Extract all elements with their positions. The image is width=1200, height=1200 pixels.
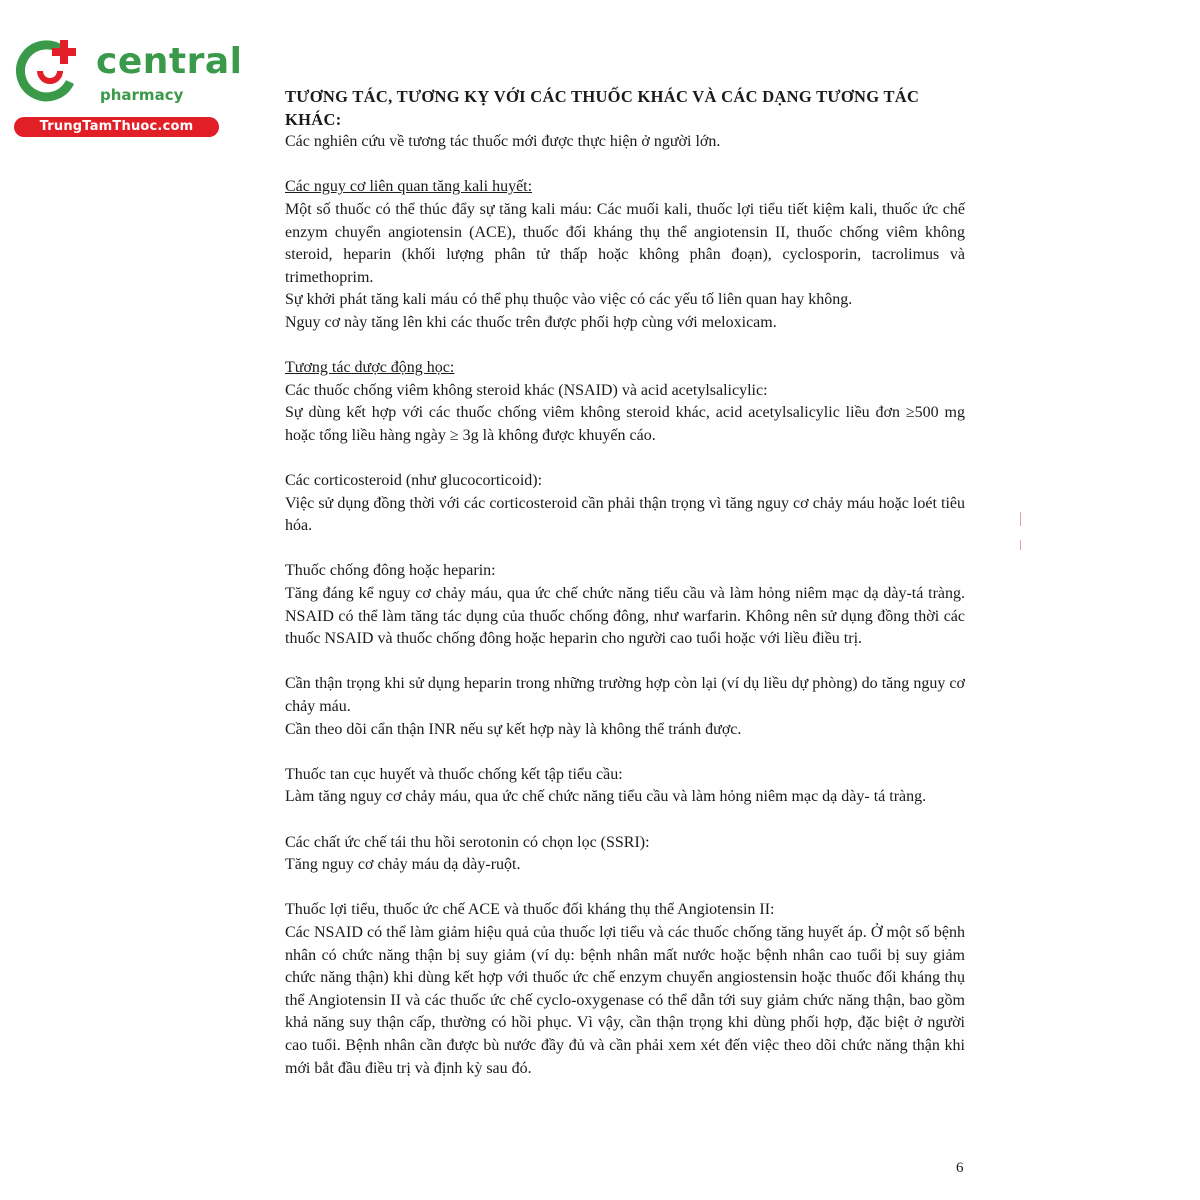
- nsaid-title: Các thuốc chống viêm không steroid khác (NSAID) và acid acetylsalicylic:: [285, 381, 768, 399]
- corticosteroid-title: Các corticosteroid (như glucocorticoid):: [285, 472, 543, 490]
- thrombolytic-title: Thuốc tan cục huyết và thuốc chống kết tập tiểu cầu:: [285, 765, 623, 783]
- section-heading: TƯƠNG TÁC, TƯƠNG KỴ VỚI CÁC THUỐC KHÁC VÀ CÁC DẠNG TƯƠNG TÁC KHÁC:: [285, 87, 920, 129]
- margin-mark: [1020, 512, 1021, 526]
- heparin-text-1: Cần thận trọng khi sử dụng heparin trong những trường hợp còn lại (ví dụ liều dự phòng) do tăng nguy cơ chảy máu.: [285, 675, 965, 716]
- corticosteroid-text: Việc sử dụng đồng thời với các corticosteroid cần phải thận trọng vì tăng nguy cơ chảy máu hoặc loét tiêu hóa.: [285, 494, 965, 535]
- logo-subtitle: pharmacy: [100, 86, 184, 104]
- margin-mark: [1020, 540, 1021, 550]
- document-body: [285, 86, 965, 1080]
- heparin-text-2: Cần theo dõi cẩn thận INR nếu sự kết hợp này là không thể tránh được.: [285, 720, 742, 738]
- ssri-title: Các chất ức chế tái thu hồi serotonin có chọn lọc (SSRI):: [285, 833, 650, 851]
- logo-mark-icon: [10, 36, 90, 106]
- anticoagulant-title: Thuốc chống đông hoặc heparin:: [285, 562, 496, 580]
- intro-text: Các nghiên cứu về tương tác thuốc mới được thực hiện ở người lớn.: [285, 133, 721, 151]
- logo-name: central: [96, 41, 243, 82]
- anticoagulant-text: Tăng đáng kể nguy cơ chảy máu, qua ức chế chức năng tiểu cầu và làm hỏng niêm mạc dạ dày-tá tràng. NSAID có thể làm tăng tác dụng của thuốc chống đông, như warfarin. Không nên sử dụng đồng thời các thuốc NSAID và thuốc chống đông hoặc heparin cho người cao tuổi hoặc với liều điều trị.: [285, 585, 965, 648]
- hyperkalemia-paragraph-1: Một số thuốc có thể thúc đẩy sự tăng kali máu: Các muối kali, thuốc lợi tiểu tiết kiệm kali, thuốc ức chế enzym chuyển angiotensin (ACE), thuốc đối kháng thụ thể angiotensin II, thuốc chống viêm không steroid, heparin (khối lượng phân tử thấp hoặc không phân đoạn), cyclosporin, tacrolimus và trimethoprim.: [285, 200, 965, 286]
- page-number: 6: [956, 1160, 964, 1176]
- thrombolytic-text: Làm tăng nguy cơ chảy máu, qua ức chế chức năng tiểu cầu và làm hỏng niêm mạc dạ dày- tá tràng.: [285, 788, 927, 806]
- pharmacodynamic-title: Tương tác dược động học:: [285, 359, 455, 377]
- hyperkalemia-title: Các nguy cơ liên quan tăng kali huyết:: [285, 178, 533, 196]
- diuretic-title: Thuốc lợi tiểu, thuốc ức chế ACE và thuốc đối kháng thụ thể Angiotensin II:: [285, 901, 775, 919]
- nsaid-text: Sự dùng kết hợp với các thuốc chống viêm không steroid khác, acid acetylsalicylic liều đơn ≥500 mg hoặc tổng liều hàng ngày ≥ 3g là không được khuyến cáo.: [285, 404, 965, 444]
- diuretic-text: Các NSAID có thể làm giảm hiệu quả của thuốc lợi tiểu và các thuốc chống tăng huyết áp. Ở một số bệnh nhân có chức năng thận bị suy giảm (ví dụ: bệnh nhân mất nước hoặc bệnh nhân cao tuổi bị suy giảm chức năng thận) khi dùng kết hợp với thuốc ức chế enzym chuyển angiostensin hoặc thuốc đối kháng thụ thể Angiotensin II và các thuốc ức chế cyclo-oxygenase có thể dẫn tới suy giảm chức năng thận, bao gồm khả năng suy thận cấp, thường có hồi phục. Vì vậy, cần thận trọng khi dùng phối hợp, đặc biệt ở người cao tuổi. Bệnh nhân cần được bù nước đầy đủ và cần phải xem xét đến việc theo dõi chức năng thận khi mới bắt đầu điều trị và định kỳ sau đó.: [285, 923, 965, 1077]
- hyperkalemia-paragraph-3: Nguy cơ này tăng lên khi các thuốc trên được phối hợp cùng với meloxicam.: [285, 313, 777, 331]
- pharmacy-logo: [10, 36, 243, 136]
- ssri-text: Tăng nguy cơ chảy máu dạ dày-ruột.: [285, 856, 521, 874]
- hyperkalemia-paragraph-2: Sự khởi phát tăng kali máu có thể phụ thuộc vào việc có các yếu tố liên quan hay không.: [285, 291, 853, 309]
- logo-website: TrungTamThuoc.com: [14, 117, 219, 137]
